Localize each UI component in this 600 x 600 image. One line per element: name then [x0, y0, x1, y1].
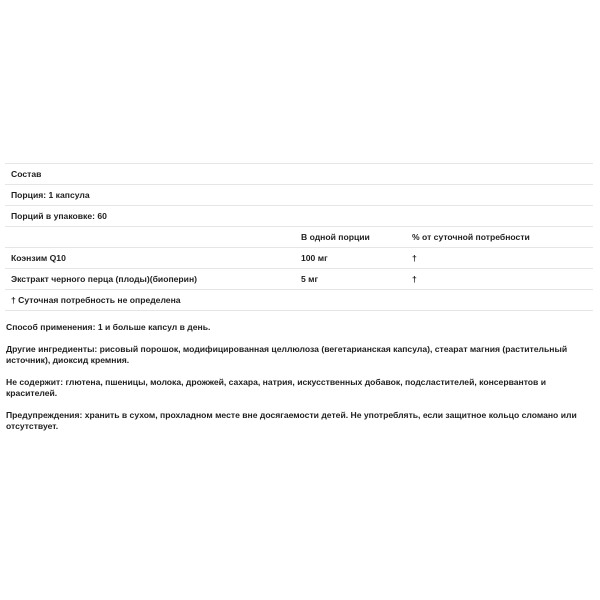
- servings-per-container: Порций в упаковке: 60: [11, 211, 107, 221]
- ingredient-name: Коэнзим Q10: [11, 253, 66, 263]
- other-ingredients-text: Другие ингредиенты: рисовый порошок, модифицированная целлюлоза (вегетарианская капсула), стеарат магния (растительный источник), диоксид кремния.: [6, 343, 568, 365]
- table-header-row: [5, 227, 593, 248]
- warnings-text: Предупреждения: хранить в сухом, прохладном месте вне досягаемости детей. Не употреблять, если защитное кольцо сломано или отсутствует.: [6, 409, 577, 431]
- free-of-text: Не содержит: глютена, пшеницы, молока, дрожжей, сахара, натрия, искусственных добавок, подсластителей, консервантов и красителей.: [6, 376, 547, 398]
- product-notes: [6, 322, 591, 443]
- ingredient-amount: 5 мг: [301, 274, 319, 284]
- table-title-row: [5, 164, 593, 185]
- table-title: Состав: [11, 169, 42, 179]
- servings-per-container-row: [5, 206, 593, 227]
- ingredient-amount: 100 мг: [301, 253, 328, 263]
- table-row: [5, 248, 593, 269]
- header-daily-value: % от суточной потребности: [412, 232, 530, 242]
- supplement-facts-table: [5, 163, 593, 311]
- ingredient-name: Экстракт черного перца (плоды)(биоперин): [11, 274, 197, 284]
- ingredient-daily-value: †: [412, 274, 417, 284]
- table-row: [5, 269, 593, 290]
- footnote-row: [5, 290, 593, 311]
- footnote: † Суточная потребность не определена: [11, 295, 181, 305]
- serving-size-row: [5, 185, 593, 206]
- ingredient-daily-value: †: [412, 253, 417, 263]
- header-amount: В одной порции: [301, 232, 370, 242]
- usage-text: Способ применения: 1 и больше капсул в день.: [6, 322, 211, 332]
- serving-size: Порция: 1 капсула: [11, 190, 90, 200]
